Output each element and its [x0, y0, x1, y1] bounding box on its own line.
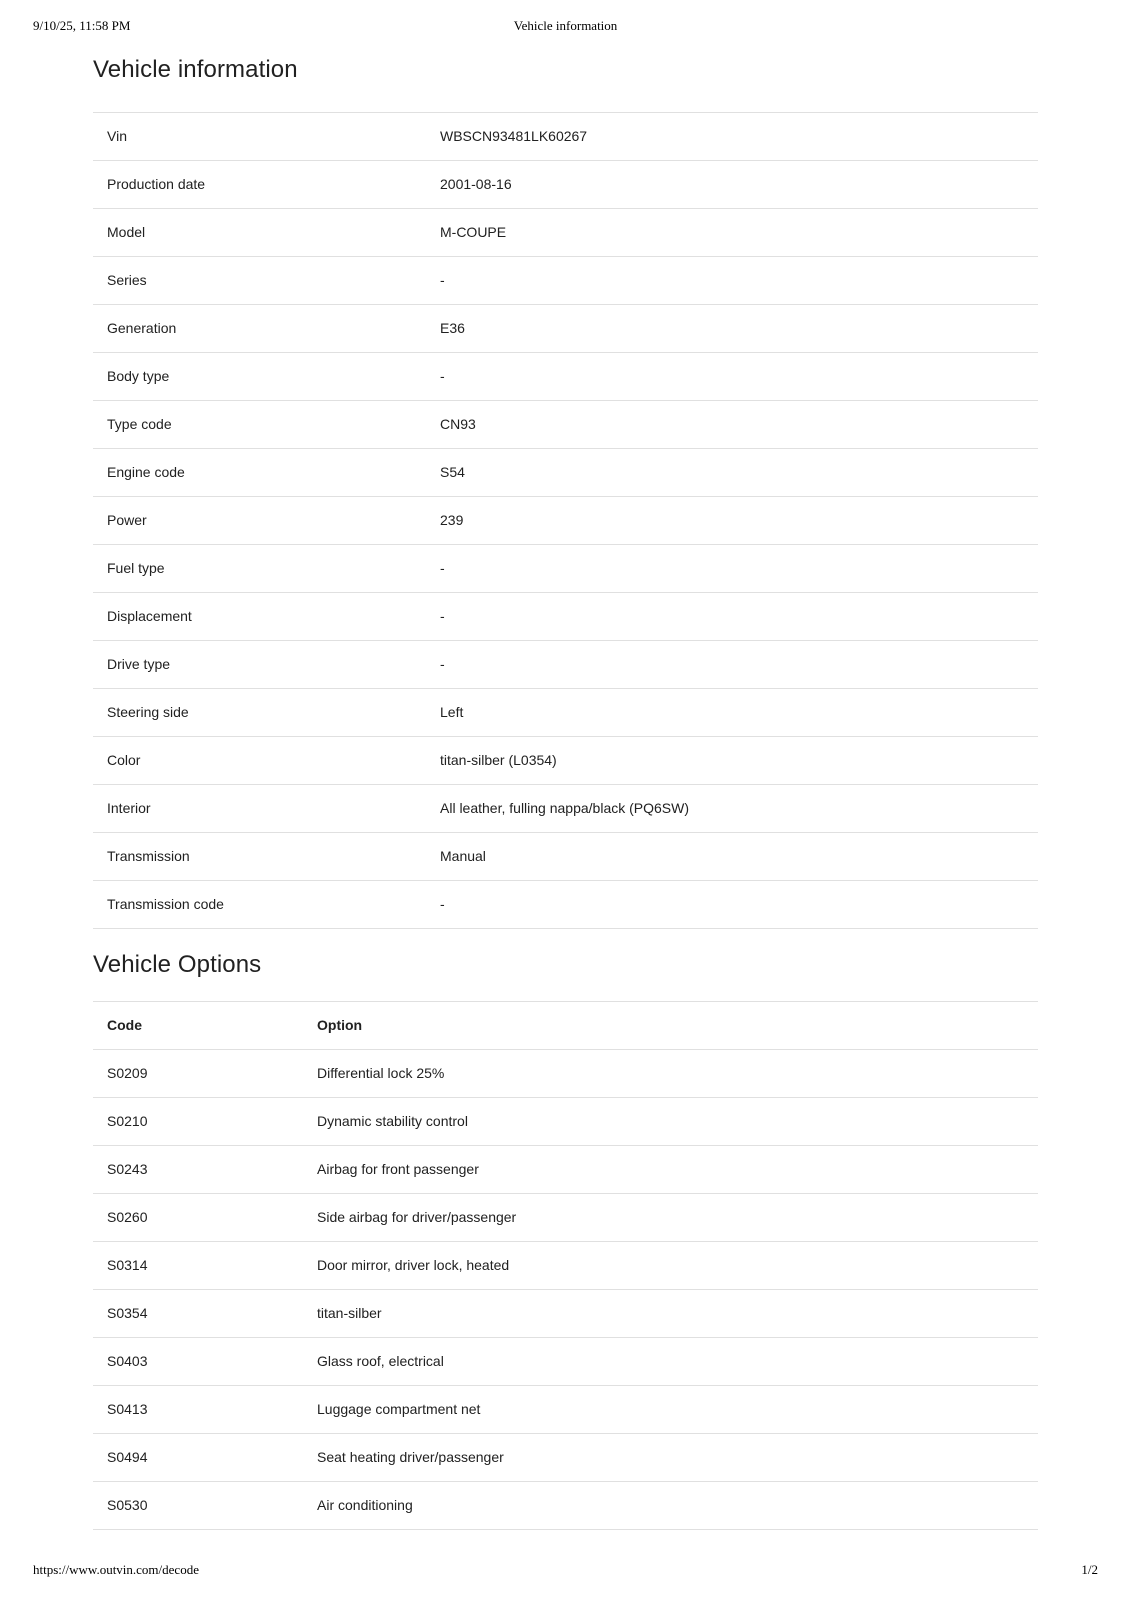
- option-row-option: Door mirror, driver lock, heated: [303, 1242, 1038, 1290]
- info-row: [93, 401, 1038, 449]
- info-row-value: 239: [426, 497, 1038, 545]
- info-row-value: WBSCN93481LK60267: [426, 113, 1038, 161]
- info-row-value: M-COUPE: [426, 209, 1038, 257]
- info-row: [93, 545, 1038, 593]
- info-row-value: -: [426, 353, 1038, 401]
- option-row-option: Glass roof, electrical: [303, 1338, 1038, 1386]
- info-row-value: All leather, fulling nappa/black (PQ6SW): [426, 785, 1038, 833]
- info-row-value: CN93: [426, 401, 1038, 449]
- vehicle-info-table: [93, 112, 1038, 929]
- option-row-code: S0260: [93, 1194, 303, 1242]
- print-footer: [33, 1562, 1098, 1578]
- info-row-label: Interior: [93, 785, 426, 833]
- info-row-label: Steering side: [93, 689, 426, 737]
- info-row: [93, 257, 1038, 305]
- option-row: [93, 1050, 1038, 1098]
- option-row: [93, 1386, 1038, 1434]
- option-row: [93, 1482, 1038, 1530]
- option-row: [93, 1290, 1038, 1338]
- info-row: [93, 497, 1038, 545]
- option-row: [93, 1194, 1038, 1242]
- option-row-option: Differential lock 25%: [303, 1050, 1038, 1098]
- options-header-option: Option: [303, 1002, 1038, 1050]
- info-row: [93, 353, 1038, 401]
- info-row-value: titan-silber (L0354): [426, 737, 1038, 785]
- page-content: [93, 56, 1038, 1530]
- info-row-value: E36: [426, 305, 1038, 353]
- options-header-row: [93, 1002, 1038, 1050]
- options-header-code: Code: [93, 1002, 303, 1050]
- vehicle-options-title: Vehicle Options: [93, 951, 262, 978]
- info-row-label: Vin: [93, 113, 426, 161]
- vehicle-info-table-body: [93, 113, 1038, 929]
- option-row-option: Airbag for front passenger: [303, 1146, 1038, 1194]
- option-row: [93, 1098, 1038, 1146]
- option-row-option: titan-silber: [303, 1290, 1038, 1338]
- option-row: [93, 1242, 1038, 1290]
- option-row: [93, 1338, 1038, 1386]
- info-row: [93, 737, 1038, 785]
- info-row-label: Drive type: [93, 641, 426, 689]
- print-header-doc-title: Vehicle information: [513, 18, 618, 33]
- info-row: [93, 785, 1038, 833]
- vehicle-options-table: [93, 1001, 1038, 1530]
- vehicle-options-table-head: [93, 1002, 1038, 1050]
- info-row-label: Body type: [93, 353, 426, 401]
- option-row-code: S0413: [93, 1386, 303, 1434]
- option-row: [93, 1434, 1038, 1482]
- info-row: [93, 833, 1038, 881]
- info-row: [93, 209, 1038, 257]
- info-row-label: Engine code: [93, 449, 426, 497]
- info-row-value: -: [426, 641, 1038, 689]
- option-row-option: Luggage compartment net: [303, 1386, 1038, 1434]
- info-row-value: -: [426, 257, 1038, 305]
- info-row-label: Series: [93, 257, 426, 305]
- info-row-value: Left: [426, 689, 1038, 737]
- info-row-label: Production date: [93, 161, 426, 209]
- option-row-code: S0210: [93, 1098, 303, 1146]
- info-row-value: -: [426, 545, 1038, 593]
- option-row-option: Air conditioning: [303, 1482, 1038, 1530]
- info-row-label: Displacement: [93, 593, 426, 641]
- option-row-code: S0314: [93, 1242, 303, 1290]
- info-row-label: Model: [93, 209, 426, 257]
- info-row-value: S54: [426, 449, 1038, 497]
- vehicle-options-table-body: [93, 1050, 1038, 1530]
- info-row-label: Transmission: [93, 833, 426, 881]
- info-row-value: -: [426, 593, 1038, 641]
- option-row: [93, 1146, 1038, 1194]
- info-row-label: Generation: [93, 305, 426, 353]
- option-row-option: Seat heating driver/passenger: [303, 1434, 1038, 1482]
- info-row: [93, 161, 1038, 209]
- print-header-datetime: 9/10/25, 11:58 PM: [33, 18, 131, 33]
- option-row-option: Dynamic stability control: [303, 1098, 1038, 1146]
- info-row-value: Manual: [426, 833, 1038, 881]
- info-row-label: Type code: [93, 401, 426, 449]
- info-row: [93, 593, 1038, 641]
- page-title: Vehicle information: [93, 56, 298, 83]
- option-row-code: S0209: [93, 1050, 303, 1098]
- info-row-label: Color: [93, 737, 426, 785]
- info-row: [93, 113, 1038, 161]
- option-row-code: S0354: [93, 1290, 303, 1338]
- info-row-label: Transmission code: [93, 881, 426, 929]
- info-row: [93, 881, 1038, 929]
- info-row-label: Power: [93, 497, 426, 545]
- info-row-value: -: [426, 881, 1038, 929]
- info-row-value: 2001-08-16: [426, 161, 1038, 209]
- print-footer-page-number: 1/2: [1081, 1562, 1098, 1577]
- option-row-code: S0403: [93, 1338, 303, 1386]
- print-footer-url: https://www.outvin.com/decode: [33, 1562, 199, 1577]
- print-header: [0, 18, 1131, 34]
- option-row-code: S0494: [93, 1434, 303, 1482]
- info-row: [93, 641, 1038, 689]
- option-row-option: Side airbag for driver/passenger: [303, 1194, 1038, 1242]
- option-row-code: S0530: [93, 1482, 303, 1530]
- info-row: [93, 449, 1038, 497]
- info-row: [93, 305, 1038, 353]
- info-row-label: Fuel type: [93, 545, 426, 593]
- option-row-code: S0243: [93, 1146, 303, 1194]
- info-row: [93, 689, 1038, 737]
